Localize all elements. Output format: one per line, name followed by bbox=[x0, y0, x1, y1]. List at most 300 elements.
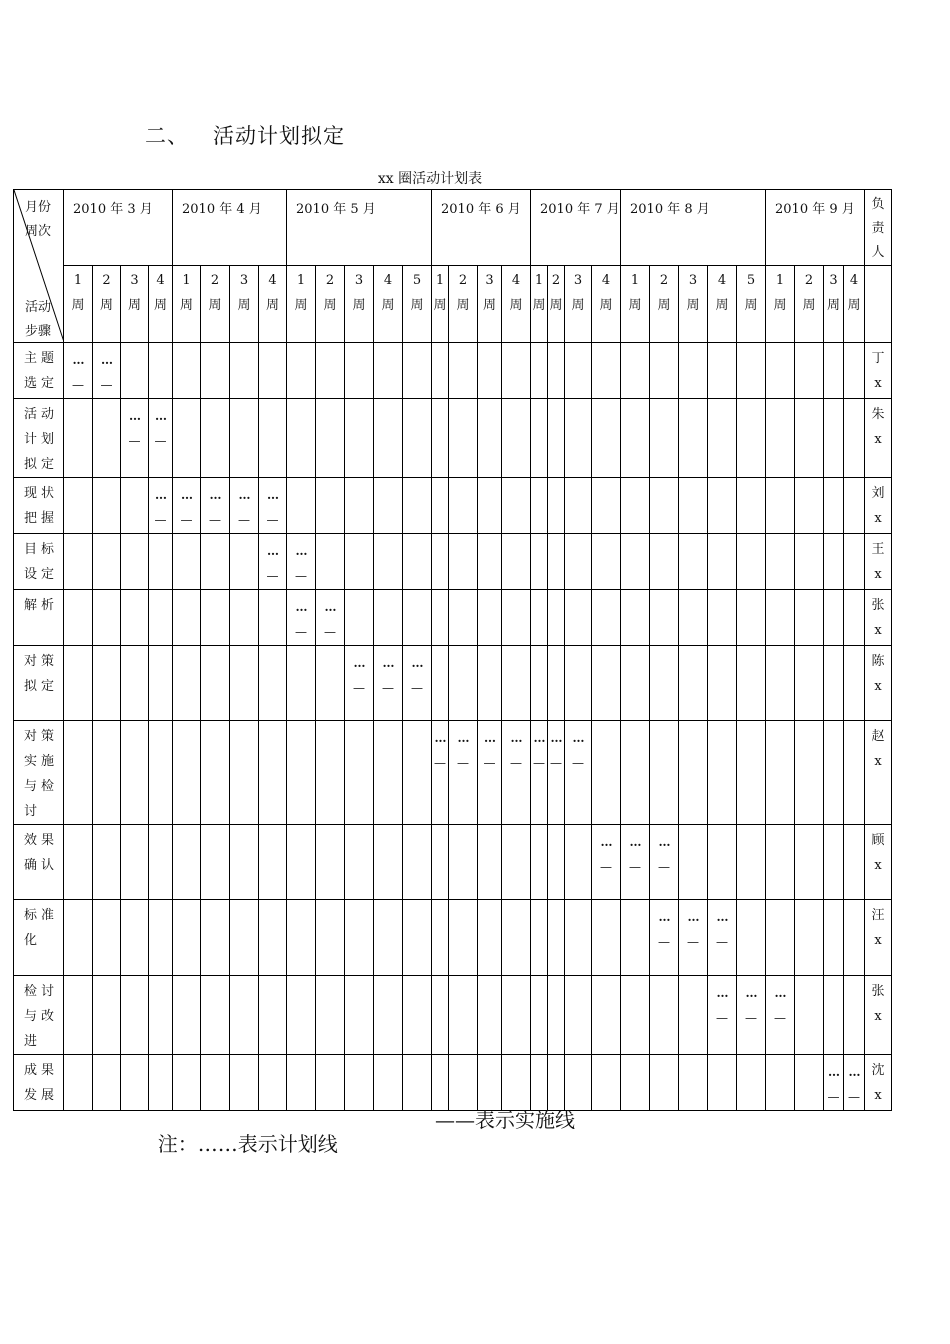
week-unit: 周 bbox=[628, 298, 642, 313]
schedule-cell bbox=[93, 590, 121, 646]
schedule-cell bbox=[316, 976, 345, 1055]
week-header bbox=[287, 266, 316, 343]
week-header bbox=[449, 266, 478, 343]
plan-line-mark: … bbox=[72, 353, 84, 367]
week-number: 3 bbox=[573, 273, 583, 288]
schedule-cell bbox=[121, 478, 149, 534]
schedule-cell bbox=[64, 399, 93, 478]
schedule-cell bbox=[478, 590, 502, 646]
schedule-cell bbox=[287, 399, 316, 478]
schedule-cell bbox=[449, 646, 478, 721]
implement-line-mark: — bbox=[827, 1090, 840, 1104]
schedule-cell bbox=[230, 825, 259, 900]
schedule-cell bbox=[449, 900, 478, 976]
schedule-cell bbox=[149, 976, 173, 1055]
week-unit: 周 bbox=[826, 298, 840, 313]
plan-line-mark: … bbox=[600, 835, 612, 849]
week-number: 3 bbox=[829, 273, 838, 288]
schedule-cell bbox=[93, 646, 121, 721]
plan-line-mark: … bbox=[353, 656, 365, 670]
week-number: 3 bbox=[130, 273, 139, 288]
week-header bbox=[478, 266, 502, 343]
week-number: 2 bbox=[325, 273, 335, 288]
activity-row bbox=[14, 590, 892, 646]
section-title: 活动计划拟定 bbox=[213, 124, 345, 148]
schedule-cell bbox=[708, 646, 737, 721]
schedule-cell bbox=[374, 825, 403, 900]
activity-owner: 沈x bbox=[865, 1055, 892, 1111]
activity-owner: 刘x bbox=[865, 478, 892, 534]
week-header bbox=[592, 266, 621, 343]
schedule-cell bbox=[548, 590, 565, 646]
week-header bbox=[737, 266, 766, 343]
schedule-cell bbox=[478, 399, 502, 478]
schedule-cell bbox=[230, 976, 259, 1055]
schedule-cell bbox=[121, 976, 149, 1055]
week-header bbox=[621, 266, 650, 343]
schedule-cell bbox=[708, 590, 737, 646]
week-number: 4 bbox=[156, 273, 165, 288]
week-number: 2 bbox=[458, 273, 468, 288]
week-number: 4 bbox=[511, 273, 521, 288]
schedule-cell bbox=[93, 399, 121, 478]
week-number: 1 bbox=[73, 273, 83, 288]
schedule-cell bbox=[316, 478, 345, 534]
schedule-cell bbox=[679, 478, 708, 534]
schedule-cell bbox=[449, 825, 478, 900]
schedule-cell bbox=[502, 1055, 531, 1111]
week-unit: 周 bbox=[686, 298, 700, 313]
week-header bbox=[766, 266, 795, 343]
schedule-cell bbox=[592, 399, 621, 478]
schedule-cell bbox=[650, 534, 679, 590]
week-header bbox=[824, 266, 844, 343]
week-number: 3 bbox=[688, 273, 698, 288]
schedule-cell bbox=[432, 399, 449, 478]
schedule-cell bbox=[121, 646, 149, 721]
schedule-cell bbox=[708, 825, 737, 900]
schedule-cell bbox=[403, 1055, 432, 1111]
schedule-cell bbox=[173, 646, 201, 721]
corner-top-label: 月份周次 bbox=[25, 200, 52, 239]
activity-row bbox=[14, 825, 892, 900]
implement-line-mark: — bbox=[716, 935, 728, 949]
schedule-cell bbox=[708, 534, 737, 590]
schedule-cell bbox=[403, 900, 432, 976]
week-number: 3 bbox=[354, 273, 364, 288]
schedule-cell bbox=[287, 646, 316, 721]
schedule-cell bbox=[259, 900, 287, 976]
plan-line-mark: … bbox=[848, 1065, 860, 1079]
schedule-cell bbox=[531, 646, 548, 721]
implement-line-mark: — bbox=[600, 860, 612, 874]
schedule-cell bbox=[149, 478, 173, 534]
schedule-cell bbox=[403, 646, 432, 721]
activity-step: 现状把握 bbox=[14, 478, 64, 534]
activity-row bbox=[14, 900, 892, 976]
plan-line-mark: … bbox=[267, 488, 278, 502]
schedule-cell bbox=[548, 343, 565, 399]
week-unit: 周 bbox=[571, 298, 585, 313]
implement-line-mark: — bbox=[353, 681, 365, 695]
schedule-cell bbox=[201, 1055, 230, 1111]
schedule-cell bbox=[449, 534, 478, 590]
schedule-cell bbox=[531, 976, 548, 1055]
schedule-cell bbox=[201, 976, 230, 1055]
schedule-cell bbox=[149, 399, 173, 478]
week-header bbox=[149, 266, 173, 343]
activity-step: 成果发展 bbox=[14, 1055, 64, 1111]
schedule-cell bbox=[432, 534, 449, 590]
schedule-cell bbox=[548, 1055, 565, 1111]
schedule-cell bbox=[795, 976, 824, 1055]
schedule-cell bbox=[844, 646, 865, 721]
schedule-cell bbox=[64, 721, 93, 825]
implement-line-mark: — bbox=[533, 756, 545, 770]
activity-owner: 汪x bbox=[865, 900, 892, 976]
implement-line-mark: — bbox=[629, 860, 641, 874]
schedule-cell bbox=[449, 590, 478, 646]
schedule-cell bbox=[121, 900, 149, 976]
schedule-cell bbox=[259, 976, 287, 1055]
schedule-cell bbox=[403, 976, 432, 1055]
implement-line-mark: — bbox=[572, 756, 584, 770]
schedule-cell bbox=[432, 343, 449, 399]
schedule-cell bbox=[259, 646, 287, 721]
week-unit: 周 bbox=[657, 298, 671, 313]
week-number: 2 bbox=[659, 273, 669, 288]
implement-line-mark: — bbox=[100, 378, 113, 392]
schedule-cell bbox=[93, 721, 121, 825]
schedule-cell bbox=[708, 399, 737, 478]
schedule-cell bbox=[374, 534, 403, 590]
schedule-cell bbox=[478, 343, 502, 399]
schedule-cell bbox=[432, 646, 449, 721]
schedule-cell bbox=[149, 721, 173, 825]
schedule-cell bbox=[374, 590, 403, 646]
week-unit: 周 bbox=[323, 298, 337, 313]
week-number: 4 bbox=[717, 273, 727, 288]
activity-step: 对策实施与检讨 bbox=[14, 721, 64, 825]
week-number: 3 bbox=[239, 273, 249, 288]
schedule-cell bbox=[737, 900, 766, 976]
schedule-cell bbox=[345, 900, 374, 976]
schedule-cell bbox=[287, 534, 316, 590]
schedule-cell bbox=[345, 343, 374, 399]
schedule-cell bbox=[679, 721, 708, 825]
schedule-cell bbox=[766, 534, 795, 590]
schedule-cell bbox=[766, 900, 795, 976]
schedule-cell bbox=[795, 478, 824, 534]
schedule-cell bbox=[548, 646, 565, 721]
implement-line-mark: — bbox=[154, 434, 167, 448]
schedule-cell bbox=[766, 1055, 795, 1111]
schedule-cell bbox=[531, 534, 548, 590]
month-header: 2010 年 3 月 bbox=[64, 190, 173, 266]
schedule-cell bbox=[149, 900, 173, 976]
schedule-cell bbox=[824, 1055, 844, 1111]
schedule-cell bbox=[708, 976, 737, 1055]
schedule-cell bbox=[548, 825, 565, 900]
plan-line-mark: … bbox=[267, 544, 278, 558]
schedule-cell bbox=[621, 590, 650, 646]
schedule-cell bbox=[565, 534, 592, 590]
schedule-cell bbox=[844, 1055, 865, 1111]
week-header bbox=[650, 266, 679, 343]
week-unit: 周 bbox=[237, 298, 251, 313]
implement-line-mark: — bbox=[209, 513, 221, 527]
corner-bottom-label: 活动步骤 bbox=[25, 300, 52, 339]
schedule-cell bbox=[173, 399, 201, 478]
schedule-cell bbox=[824, 534, 844, 590]
activity-step: 活动计划拟定 bbox=[14, 399, 64, 478]
schedule-cell bbox=[64, 646, 93, 721]
schedule-cell bbox=[621, 343, 650, 399]
schedule-cell bbox=[259, 399, 287, 478]
implement-line-mark: — bbox=[266, 513, 279, 527]
schedule-cell bbox=[449, 1055, 478, 1111]
schedule-cell bbox=[287, 478, 316, 534]
schedule-cell bbox=[345, 646, 374, 721]
schedule-cell bbox=[432, 478, 449, 534]
plan-line-mark: … bbox=[411, 656, 423, 670]
week-unit: 周 bbox=[599, 298, 613, 313]
schedule-cell bbox=[737, 1055, 766, 1111]
schedule-cell bbox=[844, 399, 865, 478]
plan-line-mark: … bbox=[209, 488, 221, 502]
schedule-cell bbox=[93, 900, 121, 976]
month-header-row bbox=[14, 190, 892, 266]
activity-row bbox=[14, 646, 892, 721]
schedule-cell bbox=[403, 343, 432, 399]
activity-owner: 顾x bbox=[865, 825, 892, 900]
schedule-cell bbox=[795, 343, 824, 399]
week-header bbox=[403, 266, 432, 343]
schedule-cell bbox=[173, 343, 201, 399]
schedule-cell bbox=[502, 825, 531, 900]
schedule-cell bbox=[737, 825, 766, 900]
schedule-cell bbox=[824, 976, 844, 1055]
schedule-cell bbox=[432, 900, 449, 976]
implement-line-mark: — bbox=[658, 935, 670, 949]
schedule-cell bbox=[287, 721, 316, 825]
schedule-cell bbox=[679, 590, 708, 646]
activity-row bbox=[14, 399, 892, 478]
schedule-cell bbox=[121, 534, 149, 590]
activity-step: 标准化 bbox=[14, 900, 64, 976]
schedule-cell bbox=[345, 478, 374, 534]
schedule-cell bbox=[121, 721, 149, 825]
activity-step: 对策拟定 bbox=[14, 646, 64, 721]
schedule-cell bbox=[374, 900, 403, 976]
schedule-cell bbox=[259, 721, 287, 825]
activity-row bbox=[14, 721, 892, 825]
schedule-cell bbox=[149, 590, 173, 646]
schedule-cell bbox=[316, 343, 345, 399]
schedule-cell bbox=[259, 343, 287, 399]
schedule-cell bbox=[93, 478, 121, 534]
schedule-cell bbox=[64, 900, 93, 976]
schedule-cell bbox=[650, 590, 679, 646]
schedule-cell bbox=[121, 825, 149, 900]
week-header bbox=[531, 266, 548, 343]
activity-owner: 丁x bbox=[865, 343, 892, 399]
schedule-cell bbox=[824, 721, 844, 825]
schedule-cell bbox=[64, 976, 93, 1055]
schedule-cell bbox=[621, 825, 650, 900]
schedule-cell bbox=[708, 478, 737, 534]
week-unit: 周 bbox=[532, 298, 546, 313]
plan-line-mark: … bbox=[716, 986, 728, 1000]
week-number: 1 bbox=[630, 273, 640, 288]
schedule-cell bbox=[432, 1055, 449, 1111]
schedule-cell bbox=[432, 590, 449, 646]
plan-line-mark: … bbox=[658, 835, 670, 849]
week-unit: 周 bbox=[179, 298, 193, 313]
week-number: 1 bbox=[435, 273, 445, 288]
activity-row bbox=[14, 343, 892, 399]
plan-line-mark: … bbox=[295, 544, 307, 558]
schedule-cell bbox=[737, 646, 766, 721]
schedule-cell bbox=[149, 1055, 173, 1111]
activity-row bbox=[14, 1055, 892, 1111]
schedule-cell bbox=[374, 1055, 403, 1111]
schedule-cell bbox=[287, 1055, 316, 1111]
week-unit: 周 bbox=[294, 298, 308, 313]
schedule-cell bbox=[824, 399, 844, 478]
schedule-cell bbox=[766, 478, 795, 534]
schedule-cell bbox=[679, 900, 708, 976]
month-header: 2010 年 9 月 bbox=[766, 190, 865, 266]
schedule-cell bbox=[592, 721, 621, 825]
schedule-cell bbox=[679, 646, 708, 721]
implement-line-legend: ——表示实施线 bbox=[435, 1108, 575, 1132]
schedule-cell bbox=[201, 590, 230, 646]
schedule-cell bbox=[621, 1055, 650, 1111]
schedule-cell bbox=[844, 590, 865, 646]
schedule-cell bbox=[621, 721, 650, 825]
schedule-cell bbox=[478, 721, 502, 825]
schedule-cell bbox=[93, 1055, 121, 1111]
schedule-cell bbox=[449, 478, 478, 534]
schedule-cell bbox=[345, 534, 374, 590]
implement-line-mark: — bbox=[687, 935, 699, 949]
week-header bbox=[432, 266, 449, 343]
schedule-cell bbox=[844, 976, 865, 1055]
schedule-cell bbox=[565, 721, 592, 825]
week-number: 5 bbox=[746, 273, 756, 288]
schedule-cell bbox=[287, 825, 316, 900]
activity-owner: 王x bbox=[865, 534, 892, 590]
schedule-cell bbox=[230, 1055, 259, 1111]
schedule-cell bbox=[737, 721, 766, 825]
schedule-cell bbox=[149, 534, 173, 590]
schedule-cell bbox=[621, 534, 650, 590]
schedule-cell bbox=[679, 399, 708, 478]
schedule-cell bbox=[201, 646, 230, 721]
week-header bbox=[548, 266, 565, 343]
plan-line-mark: … bbox=[484, 731, 495, 745]
schedule-cell bbox=[230, 590, 259, 646]
week-unit: 周 bbox=[773, 298, 787, 313]
schedule-cell bbox=[345, 976, 374, 1055]
week-header bbox=[230, 266, 259, 343]
legend-note bbox=[145, 1104, 575, 1181]
schedule-cell bbox=[766, 590, 795, 646]
corner-cell bbox=[14, 190, 64, 343]
implement-line-mark: — bbox=[72, 378, 84, 392]
week-unit: 周 bbox=[509, 298, 523, 313]
schedule-cell bbox=[316, 825, 345, 900]
plan-line-legend: 注：……表示计划线 bbox=[157, 1132, 338, 1156]
activity-step: 主题选定 bbox=[14, 343, 64, 399]
schedule-cell bbox=[565, 900, 592, 976]
schedule-cell bbox=[766, 976, 795, 1055]
schedule-cell bbox=[737, 590, 766, 646]
schedule-cell bbox=[374, 343, 403, 399]
schedule-cell bbox=[502, 646, 531, 721]
implement-line-mark: — bbox=[745, 1011, 757, 1025]
plan-line-mark: … bbox=[324, 600, 336, 614]
schedule-cell bbox=[621, 646, 650, 721]
schedule-cell bbox=[650, 646, 679, 721]
schedule-cell bbox=[316, 721, 345, 825]
schedule-cell bbox=[844, 343, 865, 399]
schedule-cell bbox=[795, 825, 824, 900]
schedule-cell bbox=[316, 1055, 345, 1111]
schedule-cell bbox=[531, 1055, 548, 1111]
week-header bbox=[374, 266, 403, 343]
schedule-cell bbox=[565, 399, 592, 478]
week-header bbox=[121, 266, 149, 343]
schedule-cell bbox=[201, 478, 230, 534]
schedule-cell bbox=[766, 343, 795, 399]
schedule-cell bbox=[531, 399, 548, 478]
implement-line-mark: — bbox=[483, 756, 496, 770]
schedule-cell bbox=[64, 590, 93, 646]
schedule-cell bbox=[844, 721, 865, 825]
week-unit: 周 bbox=[265, 298, 279, 313]
schedule-cell bbox=[531, 721, 548, 825]
schedule-cell bbox=[173, 825, 201, 900]
plan-line-mark: … bbox=[457, 731, 469, 745]
schedule-cell bbox=[592, 590, 621, 646]
schedule-cell bbox=[449, 343, 478, 399]
schedule-cell bbox=[121, 399, 149, 478]
schedule-cell bbox=[259, 478, 287, 534]
implement-line-mark: — bbox=[128, 434, 141, 448]
plan-line-mark: … bbox=[774, 986, 786, 1000]
schedule-cell bbox=[478, 534, 502, 590]
schedule-cell bbox=[565, 825, 592, 900]
schedule-cell bbox=[345, 590, 374, 646]
schedule-cell bbox=[173, 1055, 201, 1111]
schedule-cell bbox=[548, 976, 565, 1055]
schedule-cell bbox=[287, 900, 316, 976]
plan-line-mark: … bbox=[828, 1065, 839, 1079]
week-header bbox=[502, 266, 531, 343]
implement-line-mark: — bbox=[324, 625, 336, 639]
schedule-cell bbox=[548, 478, 565, 534]
schedule-cell bbox=[287, 976, 316, 1055]
week-number: 4 bbox=[383, 273, 393, 288]
week-number: 3 bbox=[485, 273, 494, 288]
implement-line-mark: — bbox=[550, 756, 562, 770]
schedule-cell bbox=[708, 343, 737, 399]
schedule-cell bbox=[403, 534, 432, 590]
schedule-cell bbox=[478, 825, 502, 900]
activity-owner: 张x bbox=[865, 976, 892, 1055]
